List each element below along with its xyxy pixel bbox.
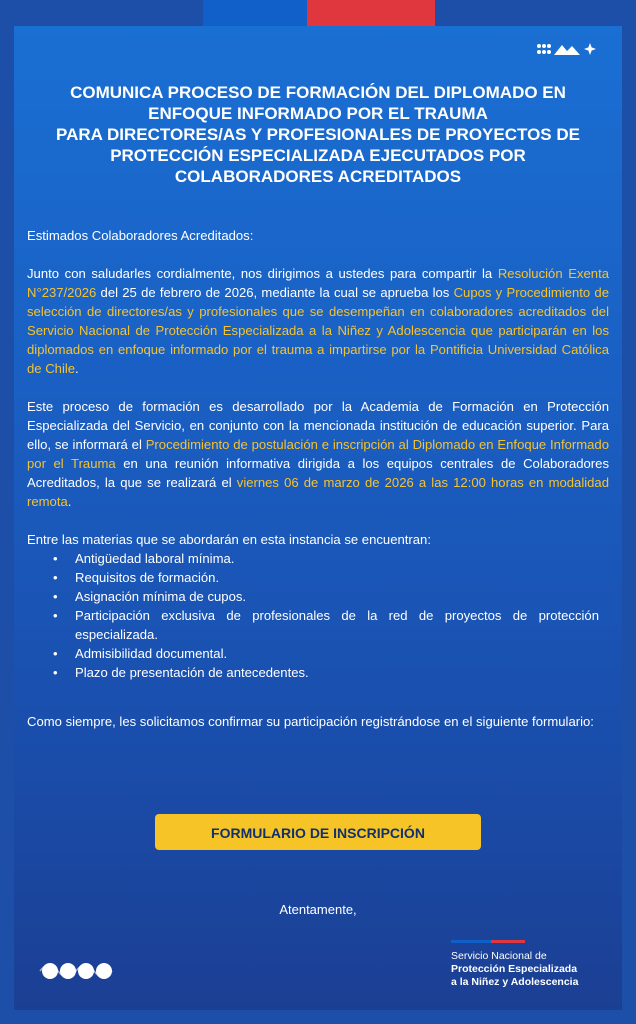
top-bar-blue-segment	[203, 0, 307, 26]
registration-form-button[interactable]: FORMULARIO DE INSCRIPCIÓN	[155, 814, 481, 850]
four-dots-logo-icon	[38, 960, 114, 982]
announcement-card	[14, 26, 622, 1010]
dots-mountains-star-icon	[536, 42, 600, 56]
government-service-logo	[451, 940, 611, 994]
text-span: en una reunión informativa dirigida a los equipos centrales de Colaboradores Acreditados, la que se realizará el	[27, 456, 609, 490]
paragraph-resolution	[27, 264, 609, 378]
title-line: COMUNICA PROCESO DE FORMACIÓN DEL DIPLOMADO EN	[70, 83, 566, 102]
text-span: .	[67, 494, 72, 509]
title-line: PARA DIRECTORES/AS Y PROFESIONALES DE PROYECTOS DE	[56, 125, 580, 144]
paragraph-meeting	[27, 397, 609, 511]
highlight-meeting-date: viernes 06 de marzo de 2026 a las 12:00 horas en modalidad remota	[27, 475, 609, 509]
list-item: • Requisitos de formación.	[75, 568, 609, 587]
highlight-selection-procedure: Cupos y Procedimiento de selección de directores/as y profesionales que se desempeñan en colaboradores acreditados del Servicio Nacional de Protección Especializada a la Niñez y Adolescencia que participarán en los diplomados en enfoque informado por el trauma a impartirse por la Pontificia Universidad Católica de Chile	[27, 285, 609, 376]
top-color-bar	[0, 0, 636, 26]
list-item: • Antigüedad laboral mínima.	[75, 549, 609, 568]
flag-stripe	[451, 940, 525, 943]
logo-line: a la Niñez y Adolescencia	[451, 976, 579, 988]
list-item: • Asignación mínima de cupos.	[75, 587, 609, 606]
text-span: Junto con saludarles cordialmente, nos dirigimos a ustedes para compartir la	[27, 266, 498, 281]
text-span: .	[75, 361, 79, 376]
signoff: Atentamente,	[279, 902, 357, 917]
topics-list	[27, 549, 609, 682]
title-line: COLABORADORES ACREDITADOS	[174, 167, 462, 186]
list-item: • Participación exclusiva de profesionales de la red de proyectos de protección especializada.	[75, 606, 609, 644]
text-span: del 25 de febrero de 2026, mediante la cual se aprueba los	[96, 285, 454, 300]
highlight-application-procedure: Procedimiento de postulación e inscripción al Diplomado en Enfoque Informado por el Trauma	[27, 437, 609, 471]
top-bar-red-segment	[307, 0, 435, 26]
text-span: Este proceso de formación es desarrollado por la Academia de Formación en Protección Especializada del Servicio, en conjunto con la mencionada institución de educación superior. Para ello, se informará el	[27, 399, 609, 452]
title-line: PROTECCIÓN ESPECIALIZADA EJECUTADOS POR	[110, 146, 526, 165]
list-item: • Admisibilidad documental.	[75, 644, 609, 663]
list-item: • Plazo de presentación de antecedentes.	[75, 663, 609, 682]
topics-intro: Entre las materias que se abordarán en esta instancia se encuentran:	[27, 532, 431, 547]
title-line: ENFOQUE INFORMADO POR EL TRAUMA	[148, 104, 488, 123]
page-title	[34, 82, 602, 187]
highlight-resolution-number: Resolución Exenta N°237/2026	[27, 266, 609, 300]
greeting: Estimados Colaboradores Acreditados:	[27, 228, 254, 243]
logo-line: Protección Especializada	[451, 963, 578, 975]
letter-body	[27, 226, 609, 750]
closing-request: Como siempre, les solicitamos confirmar su participación registrándose en el siguiente formulario:	[27, 714, 594, 729]
logo-line: Servicio Nacional de	[451, 950, 547, 962]
